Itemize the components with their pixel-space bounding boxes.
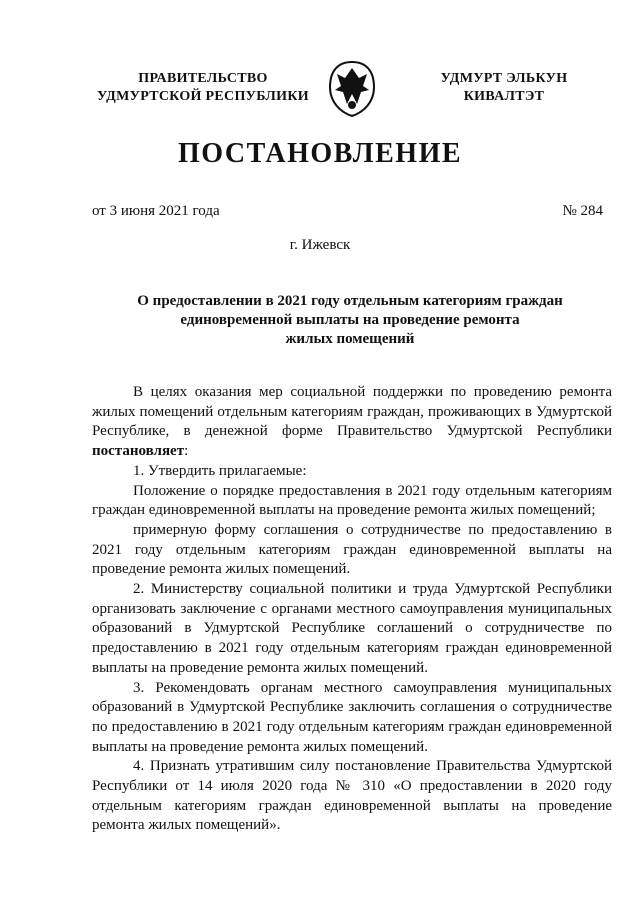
paragraph-2: 2. Министерству социальной политики и труда Удмуртской Республики организовать заключение с органами местного самоуправления муниципальных образований в Удмуртской Республике соглашений о сотрудничестве по предоставлению в 2021 году отдельным категориям граждан единовременной выплаты на проведение ремонта жилых помещений. <box>92 581 612 676</box>
government-name-udmurt <box>424 70 584 106</box>
intro-paragraph <box>92 383 612 462</box>
subject-line: единовременной выплаты на проведение ремонта <box>180 312 520 328</box>
document-body <box>92 383 612 836</box>
subject-line: О предоставлении в 2021 году отдельным категориям граждан <box>137 293 563 309</box>
intro-text: В целях оказания мер социальной поддержки по проведению ремонта жилых помещений отдельным категориям граждан, проживающих в Удмуртской Республике, в денежной форме Правительство Удмуртской Республики <box>92 384 612 440</box>
document-type-title: ПОСТАНОВЛЕНИЕ <box>177 138 463 169</box>
header-right-line2: КИВАЛТЭТ <box>463 89 545 104</box>
paragraph-3: 3. Рекомендовать органам местного самоуправления муниципальных образований в Удмуртской Республике заключить соглашения о сотрудничестве по предоставлению в 2021 году отдельным категориям граждан единовременной выплаты на проведение ремонта жилых помещений. <box>92 679 612 755</box>
document-date: от 3 июня 2021 года <box>92 203 220 219</box>
subject-line: жилых помещений <box>285 331 415 347</box>
udmurt-coat-of-arms-icon <box>327 60 377 118</box>
header-right-line1: УДМУРТ ЭЛЬКУН <box>440 71 568 86</box>
intro-end: : <box>184 443 189 460</box>
government-name-russian <box>88 70 318 106</box>
paragraph-4: 4. Признать утратившим силу постановление Правительства Удмуртской Республики от 14 июля 2020 года № 310 «О предоставлении в 2020 году отдельным категориям граждан единовременной выплаты на проведение ремонта жилых помещений». <box>92 758 612 834</box>
document-city: г. Ижевск <box>289 237 351 253</box>
paragraph-1b: примерную форму соглашения о сотрудничестве по предоставлению в 2021 году отдельным категориям граждан единовременной выплаты на проведение ремонта жилых помещений. <box>92 521 612 578</box>
document-subject <box>120 292 580 349</box>
header-left-line2: УДМУРТСКОЙ РЕСПУБЛИКИ <box>97 89 309 104</box>
document-number: № 284 <box>562 203 603 219</box>
paragraph-1: 1. Утвердить прилагаемые: <box>133 462 307 479</box>
paragraph-1a: Положение о порядке предоставления в 2021 году отдельным категориям граждан единовременной выплаты на проведение ремонта жилых помещений; <box>92 482 612 519</box>
intro-bold: постановляет <box>92 443 185 460</box>
header-left-line1: ПРАВИТЕЛЬСТВО <box>138 71 268 86</box>
